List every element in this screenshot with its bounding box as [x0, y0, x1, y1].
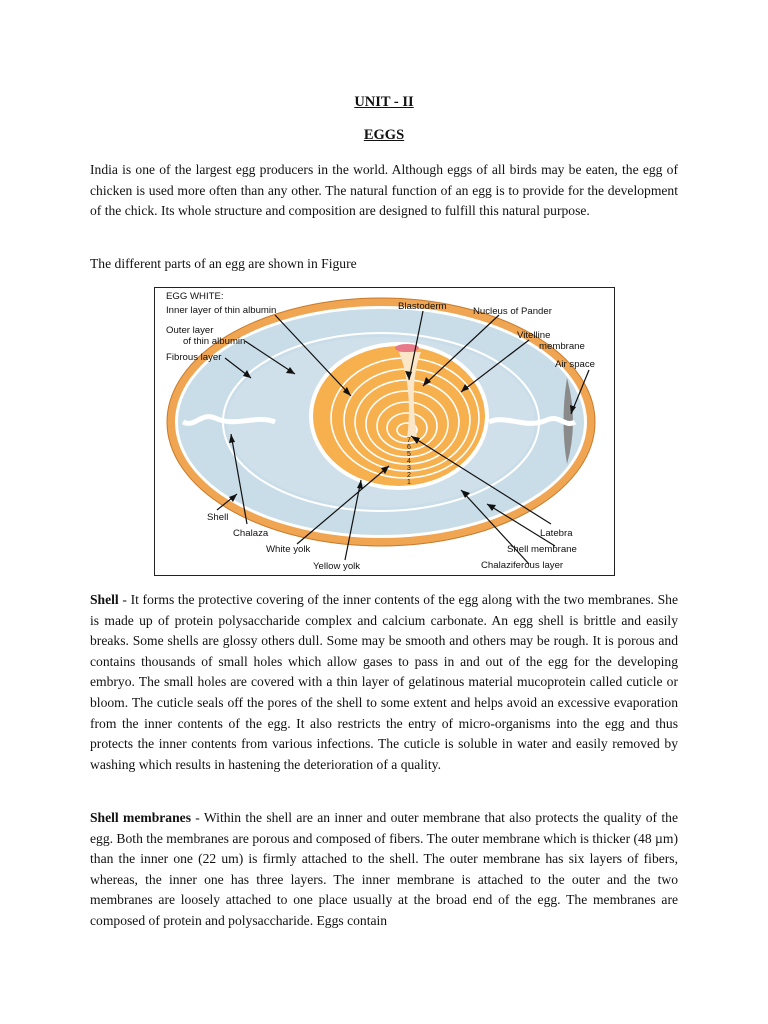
- intro-paragraph: India is one of the largest egg producers in the world. Although eggs of all birds may be eaten, the egg of chicken is used more often than any other. The natural function of an egg is to provide for the development of the chick. Its whole structure and composition are designed to fulfill this natural purpose.: [90, 162, 678, 219]
- figure-intro: The different parts of an egg are shown in Figure: [90, 256, 357, 271]
- label-shell-membrane: Shell membrane: [507, 544, 577, 555]
- ring-number: 3: [407, 465, 411, 472]
- shell-text: - It forms the protective covering of the inner contents of the egg along with the two membranes. She is made up of protein polysaccharide complex and calcium carbonate. An egg shell is brittle and easily breaks. Some shells are glossy others dull. Some may be smooth and others may be rough. It is porous and contains thousands of small holes which allow gases to pass in and out of the egg for the developing embryo. The small holes are covered with a thin layer of gelatinous material mucoprotein called cuticle or bloom. The cuticle seals off the pores of the shell to some extent and helps avoid an excessive evaporation from the inner contents of the egg. It also restricts the entry of micro-organisms into the egg and thus protects the inner contents from various infections. The cuticle is soluble in water and easily removed by washing which results in hastening the deterioration of a quality.: [90, 592, 678, 772]
- label-chalaziferous-layer: Chalaziferous layer: [481, 560, 564, 571]
- label-chalaza: Chalaza: [233, 528, 269, 539]
- label-outer-layer: Outer layer: [166, 325, 214, 336]
- unit-title: UNIT - II: [354, 94, 414, 110]
- ring-number: 7: [407, 437, 411, 444]
- shell-membranes-term: Shell membranes: [90, 810, 191, 825]
- label-egg-white: EGG WHITE:: [166, 291, 224, 302]
- section-title: EGGS: [363, 127, 405, 143]
- label-nucleus-of-pander: Nucleus of Pander: [473, 306, 552, 317]
- label-yellow-yolk: Yellow yolk: [313, 561, 361, 572]
- label-white-yolk: White yolk: [266, 544, 311, 555]
- label-latebra: Latebra: [540, 528, 573, 539]
- shell-membranes-text: - Within the shell are an inner and outer membrane that also protects the quality of the egg. Both the membranes are porous and composed of fibers. The outer membrane which is thicker (48 µm) than the inner one (22 um) is firmly attached to the shell. The outer membrane has six layers of fibers, whereas, the inner one has three layers. The inner membrane is attached to the outer and the two membranes are loosely attached to one place usually at the broad end of the egg. The membranes are composed of protein and polysaccharide. Eggs contain: [90, 810, 679, 928]
- label-air-space: Air space: [555, 359, 595, 370]
- ring-number: 1: [407, 479, 411, 486]
- shell-paragraph: [90, 590, 678, 775]
- label-vitelline-membrane: membrane: [539, 341, 585, 352]
- ring-number: 6: [407, 444, 411, 451]
- egg-structure-figure: [154, 287, 615, 576]
- egg-diagram: [155, 288, 614, 575]
- ring-number: 2: [407, 472, 411, 479]
- label-shell: Shell: [207, 512, 229, 523]
- ring-number: 5: [407, 451, 411, 458]
- label-outer-thin-albumin: of thin albumin: [183, 336, 246, 347]
- label-fibrous-layer: Fibrous layer: [166, 352, 222, 363]
- ring-number-labels: [407, 437, 411, 486]
- label-blastoderm: Blastoderm: [398, 301, 447, 312]
- shell-term: Shell: [90, 592, 119, 607]
- shell-membranes-paragraph: [90, 808, 678, 932]
- label-vitelline: Vitelline: [517, 330, 551, 341]
- ring-number: 4: [407, 458, 411, 465]
- label-inner-thin-albumin: Inner layer of thin albumin: [166, 305, 277, 316]
